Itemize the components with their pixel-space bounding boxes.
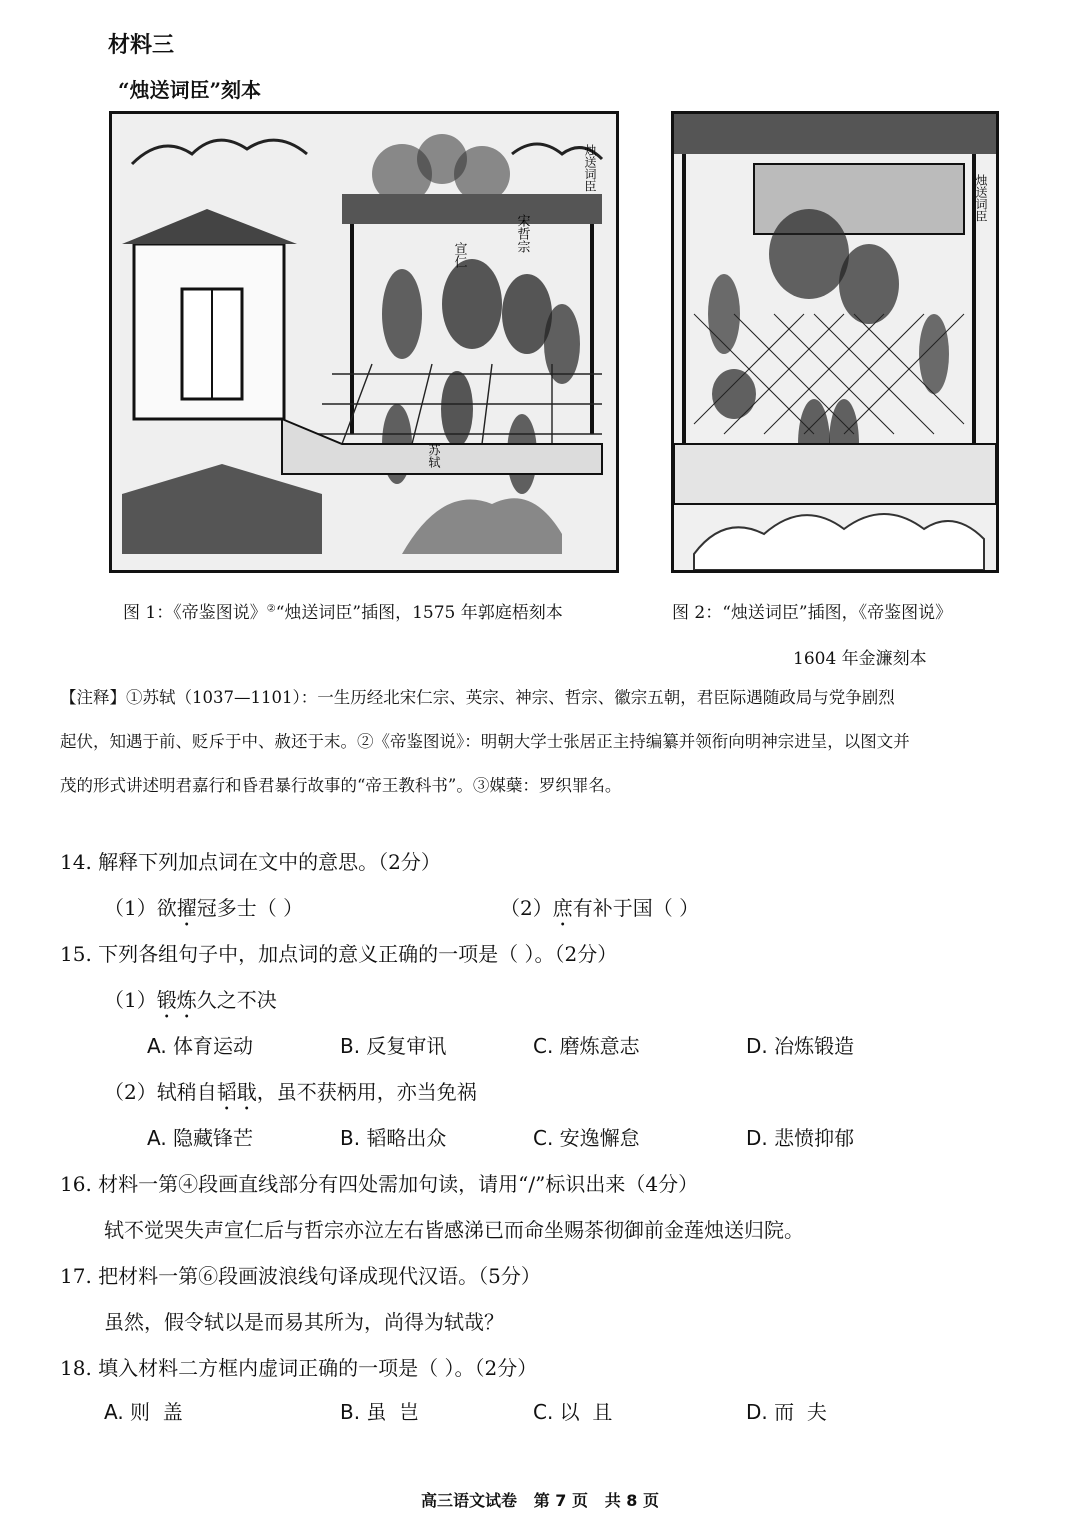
q15-sub2-option-a: A. 隐藏锋芒 (147, 1126, 254, 1150)
q14-item2-post: 有补于国（ ） (572, 896, 700, 920)
figure-2-illustration (674, 114, 996, 570)
figure-1-woodblock-print (109, 111, 619, 573)
fig1-inscription-xuanren: 宣仁 (451, 242, 467, 268)
question-14-item-1 (104, 892, 303, 931)
q18-option-a: A. 则 盖 (104, 1400, 183, 1424)
q15-sub1-option-b: B. 反复审讯 (340, 1034, 447, 1058)
q18-option-c: C. 以 且 (533, 1400, 613, 1424)
q15-sub2-option-b: B. 韬略出众 (340, 1126, 447, 1150)
question-15-stem: 15. 下列各组句子中，加点词的意义正确的一项是（ ）。（2分） (60, 942, 618, 966)
q14-item1-dotted-word: 擢 (176, 896, 197, 920)
q15-sub1-dotted-word: 锻炼 (156, 988, 197, 1012)
q15-sub2-option-c: C. 安逸懈怠 (533, 1126, 640, 1150)
figure-1-caption-footnote-mark: ② (266, 603, 276, 615)
note-line-3: 茂的形式讲述明君嘉行和昏君暴行故事的“帝王教科书”。③媒蘖：罗织罪名。 (60, 776, 622, 795)
q15-sub1-post: 久之不决 (196, 988, 277, 1012)
figure-2-woodblock-print (671, 111, 999, 573)
figure-2-caption-line2: 1604 年金濂刻本 (793, 649, 927, 669)
q15-sub2-option-d: D. 悲愤抑郁 (746, 1126, 855, 1150)
fig1-inscription-title: 烛送词臣 (583, 144, 597, 192)
figure-1-caption (123, 598, 563, 623)
question-17-text: 虽然，假令轼以是而易其所为，尚得为轼哉？ (104, 1310, 504, 1334)
q14-item2-dotted-word: 庶 (552, 896, 573, 920)
q15-sub1-option-c: C. 磨炼意志 (533, 1034, 640, 1058)
question-16-stem: 16. 材料一第④段画直线部分有四处需加句读，请用“/”标识出来（4分） (60, 1172, 699, 1196)
question-14-item-2 (500, 892, 699, 931)
note-line-1: 【注释】①苏轼（1037—1101）：一生历经北宋仁宗、英宗、神宗、哲宗、徽宗五朝，君臣际遇随政局与党争剧烈 (60, 688, 895, 707)
q18-option-b: B. 虽 岂 (340, 1400, 420, 1424)
figure-1-caption-part-b: “烛送词臣”插图，1575 年郭庭梧刻本 (275, 603, 563, 623)
fig1-inscription-zhezong: 宋哲宗 (514, 214, 530, 253)
q15-sub2-post: ，虽不获柄用，亦当免祸 (256, 1080, 477, 1104)
section-title: 材料三 (108, 33, 175, 58)
question-17-stem: 17. 把材料一第⑥段画波浪线句译成现代汉语。（5分） (60, 1264, 541, 1288)
q15-sub1-option-a: A. 体育运动 (147, 1034, 254, 1058)
q15-sub1-pre: （1） (104, 988, 157, 1012)
fig2-inscription-title: 烛送词臣 (974, 174, 988, 222)
figure-1-illustration (112, 114, 616, 570)
question-15-sub-2 (104, 1076, 477, 1115)
q18-option-d: D. 而 夫 (746, 1400, 827, 1424)
figure-subtitle: “烛送词臣”刻本 (118, 78, 262, 102)
question-14-stem: 14. 解释下列加点词在文中的意思。（2分） (60, 850, 441, 874)
q15-sub2-pre: （2）轼稍自 (104, 1080, 217, 1104)
question-15-sub-1 (104, 984, 277, 1023)
q14-item1-post: 冠多士（ ） (196, 896, 304, 920)
note-line-2: 起伏，知遇于前、贬斥于中、赦还于末。②《帝鉴图说》：明朝大学士张居正主持编纂并领衔向明神宗进呈，以图文并 (60, 732, 910, 751)
q15-sub1-option-d: D. 冶炼锻造 (746, 1034, 855, 1058)
figure-2-caption-line1: 图 2：“烛送词臣”插图，《帝鉴图说》 (672, 603, 953, 623)
annotation-notes (60, 676, 1030, 808)
q14-item1-pre: （1）欲 (104, 896, 177, 920)
figure-1-caption-part-a: 图 1：《帝鉴图说》 (123, 603, 267, 623)
question-18-stem: 18. 填入材料二方框内虚词正确的一项是（ ）。（2分） (60, 1356, 538, 1380)
fig1-inscription-sushi: 苏轼 (427, 444, 441, 468)
q15-sub2-dotted-word: 韬戢 (216, 1080, 257, 1104)
q14-item2-pre: （2） (500, 896, 553, 920)
page-footer: 高三语文试卷 第 7 页 共 8 页 (421, 1491, 659, 1510)
question-16-text: 轼不觉哭失声宣仁后与哲宗亦泣左右皆感涕已而命坐赐茶彻御前金莲烛送归院。 (104, 1218, 804, 1242)
